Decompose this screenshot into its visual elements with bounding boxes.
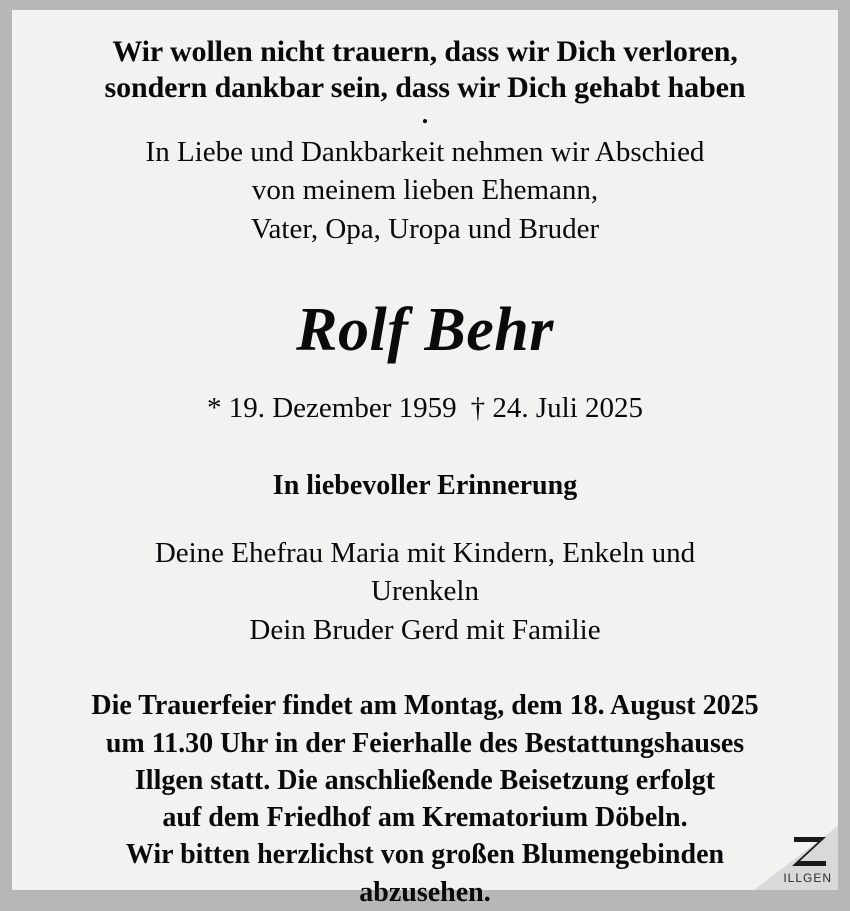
- ceremony-line-2: um 11.30 Uhr in der Feierhalle des Bestattungshauses: [105, 727, 745, 759]
- motto-period: .: [421, 100, 429, 129]
- deceased-name: Rolf Behr: [296, 295, 554, 364]
- obituary-content: [12, 10, 838, 911]
- introduction: [46, 133, 804, 248]
- death-date: † 24. Juli 2025: [470, 391, 644, 424]
- motto: [46, 34, 804, 106]
- ceremony-line-6: abzusehen.: [359, 876, 491, 908]
- illgen-logo-icon: [790, 834, 830, 868]
- memory-heading: In liebevoller Erinnerung: [272, 469, 578, 501]
- ceremony-line-3: Illgen statt. Die anschließende Beisetzung erfolgt: [134, 764, 716, 796]
- life-dates: [46, 390, 804, 428]
- ceremony-line-4: auf dem Friedhof am Krematorium Döbeln.: [162, 802, 688, 834]
- intro-line-3: Vater, Opa, Uropa und Bruder: [250, 212, 600, 245]
- intro-line-1: In Liebe und Dankbarkeit nehmen wir Abschied: [145, 136, 705, 168]
- logo-wordmark: ILLGEN: [783, 871, 832, 885]
- family-line-1: Deine Ehefrau Maria mit Kindern, Enkeln und: [154, 536, 696, 569]
- obituary-notice: [12, 10, 838, 908]
- motto-line-1: Wir wollen nicht trauern, dass wir Dich verloren,: [112, 35, 738, 68]
- ceremony-details: [46, 687, 804, 910]
- family-line-2: Urenkeln: [371, 575, 479, 608]
- surviving-family: [46, 534, 804, 650]
- motto-line-2: sondern dankbar sein, dass wir Dich gehabt haben: [104, 71, 746, 104]
- intro-line-2: von meinem lieben Ehemann,: [251, 174, 599, 207]
- ceremony-line-5: Wir bitten herzlichst von großen Blumengebinden: [125, 839, 725, 871]
- funeral-home-logo: [754, 826, 838, 890]
- ceremony-line-1: Die Trauerfeier findet am Montag, dem 18. August 2025: [91, 690, 759, 722]
- birth-date: * 19. Dezember 1959: [206, 391, 457, 424]
- family-line-3: Dein Bruder Gerd mit Familie: [249, 613, 601, 646]
